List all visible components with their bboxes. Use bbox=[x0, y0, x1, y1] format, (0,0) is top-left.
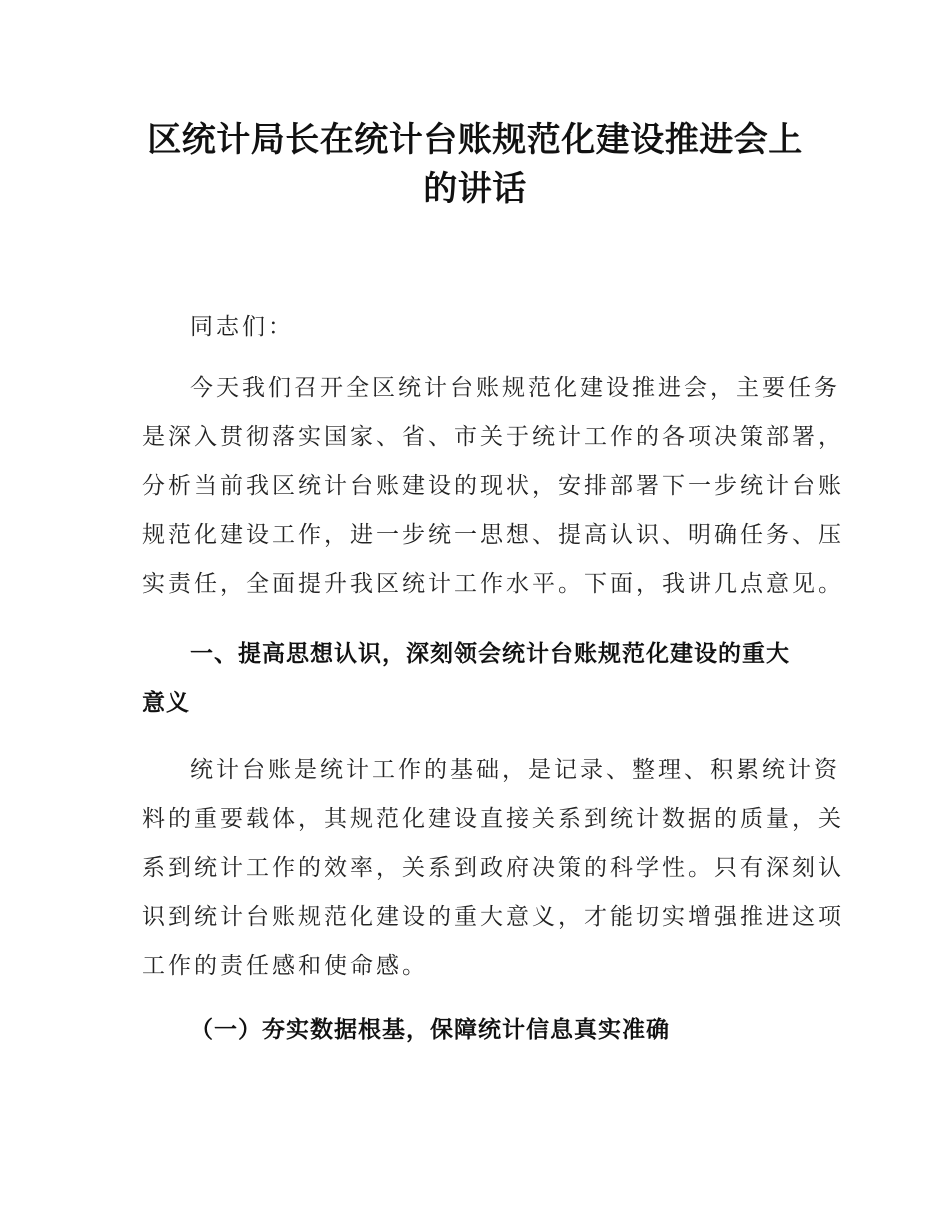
paragraph-line: 识到统计台账规范化建设的重大意义，才能切实增强推进这项 bbox=[142, 904, 844, 930]
intro-paragraph bbox=[142, 364, 844, 609]
paragraph-line: 分析当前我区统计台账建设的现状，安排部署下一步统计台账 bbox=[142, 473, 844, 499]
paragraph-line: 是深入贯彻落实国家、省、市关于统计工作的各项决策部署， bbox=[142, 424, 844, 450]
paragraph-line: 今天我们召开全区统计台账规范化建设推进会，主要任务 bbox=[190, 375, 840, 401]
subsection-1-heading bbox=[142, 1006, 812, 1055]
title-line-1: 区统计局长在统计台账规范化建设推进会上 bbox=[147, 120, 803, 160]
paragraph-line: 实责任，全面提升我区统计工作水平。下面，我讲几点意见。 bbox=[142, 571, 844, 597]
heading-line: 一、提高思想认识，深刻领会统计台账规范化建设的重大 bbox=[190, 641, 790, 667]
document-title bbox=[140, 116, 810, 214]
paragraph-line: 料的重要载体，其规范化建设直接关系到统计数据的质量，关 bbox=[142, 806, 844, 832]
paragraph-line: 统计台账是统计工作的基础，是记录、整理、积累统计资 bbox=[190, 757, 840, 783]
greeting-text: 同志们： bbox=[190, 314, 294, 340]
paragraph-line: 系到统计工作的效率，关系到政府决策的科学性。只有深刻认 bbox=[142, 855, 844, 881]
title-line-2: 的讲话 bbox=[423, 169, 527, 209]
section-1-paragraph bbox=[142, 746, 844, 991]
greeting bbox=[142, 303, 812, 352]
paragraph-line: 工作的责任感和使命感。 bbox=[142, 953, 428, 979]
heading-line: 意义 bbox=[142, 690, 190, 716]
paragraph-line: 规范化建设工作，进一步统一思想、提高认识、明确任务、压 bbox=[142, 522, 844, 548]
subheading-line: （一）夯实数据根基，保障统计信息真实准确 bbox=[190, 1017, 670, 1043]
section-1-heading bbox=[142, 630, 812, 728]
